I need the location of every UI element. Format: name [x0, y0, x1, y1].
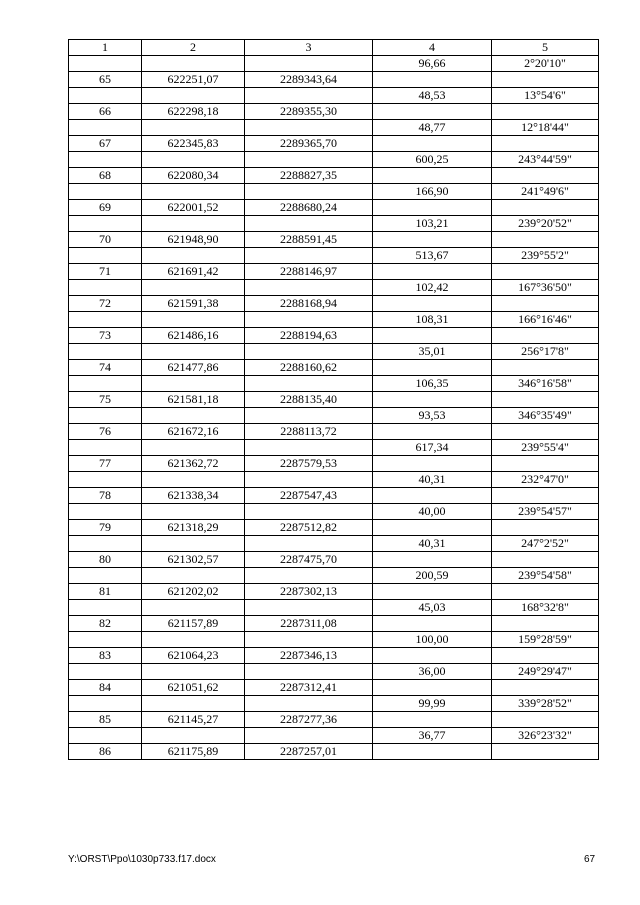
empty-cell [492, 168, 599, 184]
direction-angle: 13°54'6" [492, 88, 599, 104]
empty-cell [373, 72, 492, 88]
empty-cell [492, 104, 599, 120]
footer-page-number: 67 [584, 854, 596, 865]
coordinate-y: 2288146,97 [245, 264, 373, 280]
segment-length: 166,90 [373, 184, 492, 200]
coordinate-x: 621145,27 [142, 712, 245, 728]
segment-length: 36,00 [373, 664, 492, 680]
empty-cell [142, 440, 245, 456]
empty-cell [373, 424, 492, 440]
empty-cell [373, 744, 492, 760]
point-row [69, 616, 599, 632]
empty-cell [373, 616, 492, 632]
coordinate-x: 621362,72 [142, 456, 245, 472]
coordinate-x: 622345,83 [142, 136, 245, 152]
point-row [69, 392, 599, 408]
segment-length: 513,67 [373, 248, 492, 264]
empty-cell [492, 424, 599, 440]
point-row [69, 168, 599, 184]
empty-cell [245, 568, 373, 584]
empty-cell [373, 136, 492, 152]
empty-cell [373, 488, 492, 504]
empty-cell [142, 312, 245, 328]
point-row [69, 680, 599, 696]
point-row [69, 648, 599, 664]
column-number-1: 1 [69, 40, 142, 56]
empty-cell [492, 264, 599, 280]
segment-length: 617,34 [373, 440, 492, 456]
coordinate-x: 621157,89 [142, 616, 245, 632]
segment-row [69, 312, 599, 328]
segment-length: 96,66 [373, 56, 492, 72]
empty-cell [245, 184, 373, 200]
empty-cell [492, 520, 599, 536]
point-row [69, 424, 599, 440]
empty-cell [245, 280, 373, 296]
segment-length: 40,00 [373, 504, 492, 520]
coordinate-y: 2288194,63 [245, 328, 373, 344]
point-number: 86 [69, 744, 142, 760]
empty-cell [69, 88, 142, 104]
point-number: 73 [69, 328, 142, 344]
coordinate-y: 2288168,94 [245, 296, 373, 312]
direction-angle: 339°28'52" [492, 696, 599, 712]
empty-cell [245, 440, 373, 456]
empty-cell [69, 120, 142, 136]
direction-angle: 239°55'2" [492, 248, 599, 264]
point-row [69, 136, 599, 152]
segment-row [69, 152, 599, 168]
empty-cell [142, 56, 245, 72]
empty-cell [69, 184, 142, 200]
point-row [69, 72, 599, 88]
point-row [69, 584, 599, 600]
table-body [69, 40, 599, 760]
empty-cell [69, 248, 142, 264]
segment-row [69, 376, 599, 392]
empty-cell [69, 504, 142, 520]
empty-cell [492, 584, 599, 600]
empty-cell [245, 472, 373, 488]
segment-length: 93,53 [373, 408, 492, 424]
empty-cell [69, 152, 142, 168]
empty-cell [245, 408, 373, 424]
point-row [69, 232, 599, 248]
coordinate-x: 621064,23 [142, 648, 245, 664]
column-number-5: 5 [492, 40, 599, 56]
empty-cell [492, 616, 599, 632]
coordinate-y: 2287311,08 [245, 616, 373, 632]
coordinate-x: 621477,86 [142, 360, 245, 376]
segment-row [69, 728, 599, 744]
empty-cell [142, 664, 245, 680]
empty-cell [69, 216, 142, 232]
segment-length: 99,99 [373, 696, 492, 712]
direction-angle: 166°16'46" [492, 312, 599, 328]
segment-row [69, 344, 599, 360]
direction-angle: 232°47'0" [492, 472, 599, 488]
point-row [69, 552, 599, 568]
column-number-4: 4 [373, 40, 492, 56]
point-row [69, 296, 599, 312]
empty-cell [492, 136, 599, 152]
empty-cell [245, 216, 373, 232]
column-number-row [69, 40, 599, 56]
empty-cell [373, 328, 492, 344]
direction-angle: 326°23'32" [492, 728, 599, 744]
segment-length: 108,31 [373, 312, 492, 328]
direction-angle: 243°44'59" [492, 152, 599, 168]
point-row [69, 360, 599, 376]
empty-cell [245, 56, 373, 72]
coordinates-table [68, 39, 599, 760]
point-number: 81 [69, 584, 142, 600]
coordinate-y: 2287547,43 [245, 488, 373, 504]
empty-cell [142, 376, 245, 392]
empty-cell [492, 392, 599, 408]
segment-row [69, 280, 599, 296]
point-number: 74 [69, 360, 142, 376]
empty-cell [492, 648, 599, 664]
segment-length: 48,53 [373, 88, 492, 104]
empty-cell [373, 680, 492, 696]
direction-angle: 239°54'57" [492, 504, 599, 520]
empty-cell [245, 312, 373, 328]
empty-cell [492, 328, 599, 344]
coordinate-x: 621581,18 [142, 392, 245, 408]
point-row [69, 328, 599, 344]
direction-angle: 12°18'44" [492, 120, 599, 136]
empty-cell [373, 168, 492, 184]
empty-cell [142, 568, 245, 584]
point-number: 85 [69, 712, 142, 728]
column-number-2: 2 [142, 40, 245, 56]
empty-cell [69, 376, 142, 392]
direction-angle: 167°36'50" [492, 280, 599, 296]
point-number: 72 [69, 296, 142, 312]
coordinate-y: 2287312,41 [245, 680, 373, 696]
coordinate-y: 2288160,62 [245, 360, 373, 376]
empty-cell [69, 664, 142, 680]
coordinate-x: 621175,89 [142, 744, 245, 760]
segment-row [69, 56, 599, 72]
empty-cell [245, 344, 373, 360]
coordinate-x: 621202,02 [142, 584, 245, 600]
empty-cell [373, 520, 492, 536]
point-number: 78 [69, 488, 142, 504]
coordinate-y: 2287475,70 [245, 552, 373, 568]
point-number: 67 [69, 136, 142, 152]
empty-cell [492, 456, 599, 472]
empty-cell [245, 88, 373, 104]
point-number: 77 [69, 456, 142, 472]
empty-cell [373, 392, 492, 408]
segment-row [69, 120, 599, 136]
empty-cell [492, 712, 599, 728]
segment-row [69, 504, 599, 520]
segment-row [69, 536, 599, 552]
point-number: 69 [69, 200, 142, 216]
empty-cell [245, 152, 373, 168]
point-number: 76 [69, 424, 142, 440]
empty-cell [492, 72, 599, 88]
point-number: 66 [69, 104, 142, 120]
coordinate-y: 2287302,13 [245, 584, 373, 600]
empty-cell [492, 360, 599, 376]
segment-row [69, 408, 599, 424]
coordinate-y: 2287346,13 [245, 648, 373, 664]
point-row [69, 744, 599, 760]
empty-cell [245, 664, 373, 680]
empty-cell [69, 344, 142, 360]
point-row [69, 488, 599, 504]
empty-cell [245, 120, 373, 136]
segment-row [69, 216, 599, 232]
empty-cell [142, 536, 245, 552]
point-row [69, 264, 599, 280]
point-number: 71 [69, 264, 142, 280]
segment-row [69, 472, 599, 488]
point-row [69, 104, 599, 120]
empty-cell [492, 552, 599, 568]
segment-row [69, 184, 599, 200]
empty-cell [69, 536, 142, 552]
direction-angle: 346°16'58" [492, 376, 599, 392]
point-number: 80 [69, 552, 142, 568]
coordinate-x: 621338,34 [142, 488, 245, 504]
segment-row [69, 248, 599, 264]
empty-cell [69, 472, 142, 488]
segment-length: 106,35 [373, 376, 492, 392]
empty-cell [142, 248, 245, 264]
segment-length: 100,00 [373, 632, 492, 648]
empty-cell [142, 120, 245, 136]
point-row [69, 456, 599, 472]
point-number: 79 [69, 520, 142, 536]
point-row [69, 520, 599, 536]
empty-cell [373, 264, 492, 280]
empty-cell [245, 504, 373, 520]
coordinate-x: 621591,38 [142, 296, 245, 312]
direction-angle: 2°20'10" [492, 56, 599, 72]
empty-cell [245, 248, 373, 264]
coordinate-x: 622251,07 [142, 72, 245, 88]
empty-cell [492, 232, 599, 248]
empty-cell [69, 408, 142, 424]
direction-angle: 241°49'6" [492, 184, 599, 200]
segment-length: 600,25 [373, 152, 492, 168]
empty-cell [69, 696, 142, 712]
segment-row [69, 440, 599, 456]
column-number-3: 3 [245, 40, 373, 56]
empty-cell [373, 584, 492, 600]
empty-cell [245, 376, 373, 392]
coordinate-x: 622001,52 [142, 200, 245, 216]
empty-cell [69, 568, 142, 584]
empty-cell [142, 280, 245, 296]
segment-row [69, 696, 599, 712]
empty-cell [142, 504, 245, 520]
direction-angle: 159°28'59" [492, 632, 599, 648]
empty-cell [245, 728, 373, 744]
coordinate-y: 2287257,01 [245, 744, 373, 760]
segment-length: 45,03 [373, 600, 492, 616]
coordinate-y: 2288827,35 [245, 168, 373, 184]
direction-angle: 239°54'58" [492, 568, 599, 584]
coordinate-y: 2289355,30 [245, 104, 373, 120]
empty-cell [142, 632, 245, 648]
empty-cell [142, 88, 245, 104]
coordinate-y: 2287277,36 [245, 712, 373, 728]
empty-cell [492, 744, 599, 760]
coordinate-y: 2287579,53 [245, 456, 373, 472]
empty-cell [142, 216, 245, 232]
coordinate-x: 622298,18 [142, 104, 245, 120]
point-number: 70 [69, 232, 142, 248]
empty-cell [373, 552, 492, 568]
segment-row [69, 664, 599, 680]
coordinate-y: 2288135,40 [245, 392, 373, 408]
point-row [69, 712, 599, 728]
empty-cell [373, 360, 492, 376]
empty-cell [373, 456, 492, 472]
empty-cell [142, 408, 245, 424]
empty-cell [142, 184, 245, 200]
segment-row [69, 568, 599, 584]
empty-cell [142, 152, 245, 168]
empty-cell [245, 536, 373, 552]
segment-length: 35,01 [373, 344, 492, 360]
empty-cell [245, 632, 373, 648]
coordinate-x: 622080,34 [142, 168, 245, 184]
segment-length: 36,77 [373, 728, 492, 744]
coordinate-x: 621486,16 [142, 328, 245, 344]
empty-cell [69, 632, 142, 648]
coordinate-x: 621318,29 [142, 520, 245, 536]
coordinate-y: 2288680,24 [245, 200, 373, 216]
empty-cell [492, 200, 599, 216]
direction-angle: 249°29'47" [492, 664, 599, 680]
empty-cell [142, 696, 245, 712]
empty-cell [69, 440, 142, 456]
empty-cell [373, 104, 492, 120]
empty-cell [245, 696, 373, 712]
empty-cell [69, 56, 142, 72]
coordinate-x: 621948,90 [142, 232, 245, 248]
coordinate-y: 2289365,70 [245, 136, 373, 152]
segment-length: 40,31 [373, 472, 492, 488]
empty-cell [142, 344, 245, 360]
empty-cell [492, 488, 599, 504]
coordinate-y: 2289343,64 [245, 72, 373, 88]
coordinate-y: 2288113,72 [245, 424, 373, 440]
direction-angle: 256°17'8" [492, 344, 599, 360]
empty-cell [142, 600, 245, 616]
empty-cell [373, 712, 492, 728]
empty-cell [373, 296, 492, 312]
point-number: 84 [69, 680, 142, 696]
empty-cell [69, 600, 142, 616]
empty-cell [492, 680, 599, 696]
point-number: 82 [69, 616, 142, 632]
point-number: 83 [69, 648, 142, 664]
empty-cell [492, 296, 599, 312]
empty-cell [373, 232, 492, 248]
segment-row [69, 88, 599, 104]
direction-angle: 247°2'52" [492, 536, 599, 552]
coordinate-x: 621051,62 [142, 680, 245, 696]
footer-file-path: Y:\ORST\Ppo\1030p733.f17.docx [68, 854, 216, 865]
coordinate-x: 621672,16 [142, 424, 245, 440]
direction-angle: 346°35'49" [492, 408, 599, 424]
segment-length: 40,31 [373, 536, 492, 552]
segment-length: 103,21 [373, 216, 492, 232]
segment-row [69, 600, 599, 616]
point-row [69, 200, 599, 216]
coordinate-y: 2288591,45 [245, 232, 373, 248]
segment-length: 200,59 [373, 568, 492, 584]
empty-cell [373, 648, 492, 664]
point-number: 68 [69, 168, 142, 184]
empty-cell [142, 728, 245, 744]
coordinate-y: 2287512,82 [245, 520, 373, 536]
empty-cell [142, 472, 245, 488]
direction-angle: 239°20'52" [492, 216, 599, 232]
point-number: 75 [69, 392, 142, 408]
segment-row [69, 632, 599, 648]
segment-length: 102,42 [373, 280, 492, 296]
empty-cell [245, 600, 373, 616]
direction-angle: 239°55'4" [492, 440, 599, 456]
empty-cell [69, 312, 142, 328]
coordinate-x: 621302,57 [142, 552, 245, 568]
direction-angle: 168°32'8" [492, 600, 599, 616]
empty-cell [69, 280, 142, 296]
segment-length: 48,77 [373, 120, 492, 136]
coordinate-x: 621691,42 [142, 264, 245, 280]
point-number: 65 [69, 72, 142, 88]
empty-cell [69, 728, 142, 744]
empty-cell [373, 200, 492, 216]
